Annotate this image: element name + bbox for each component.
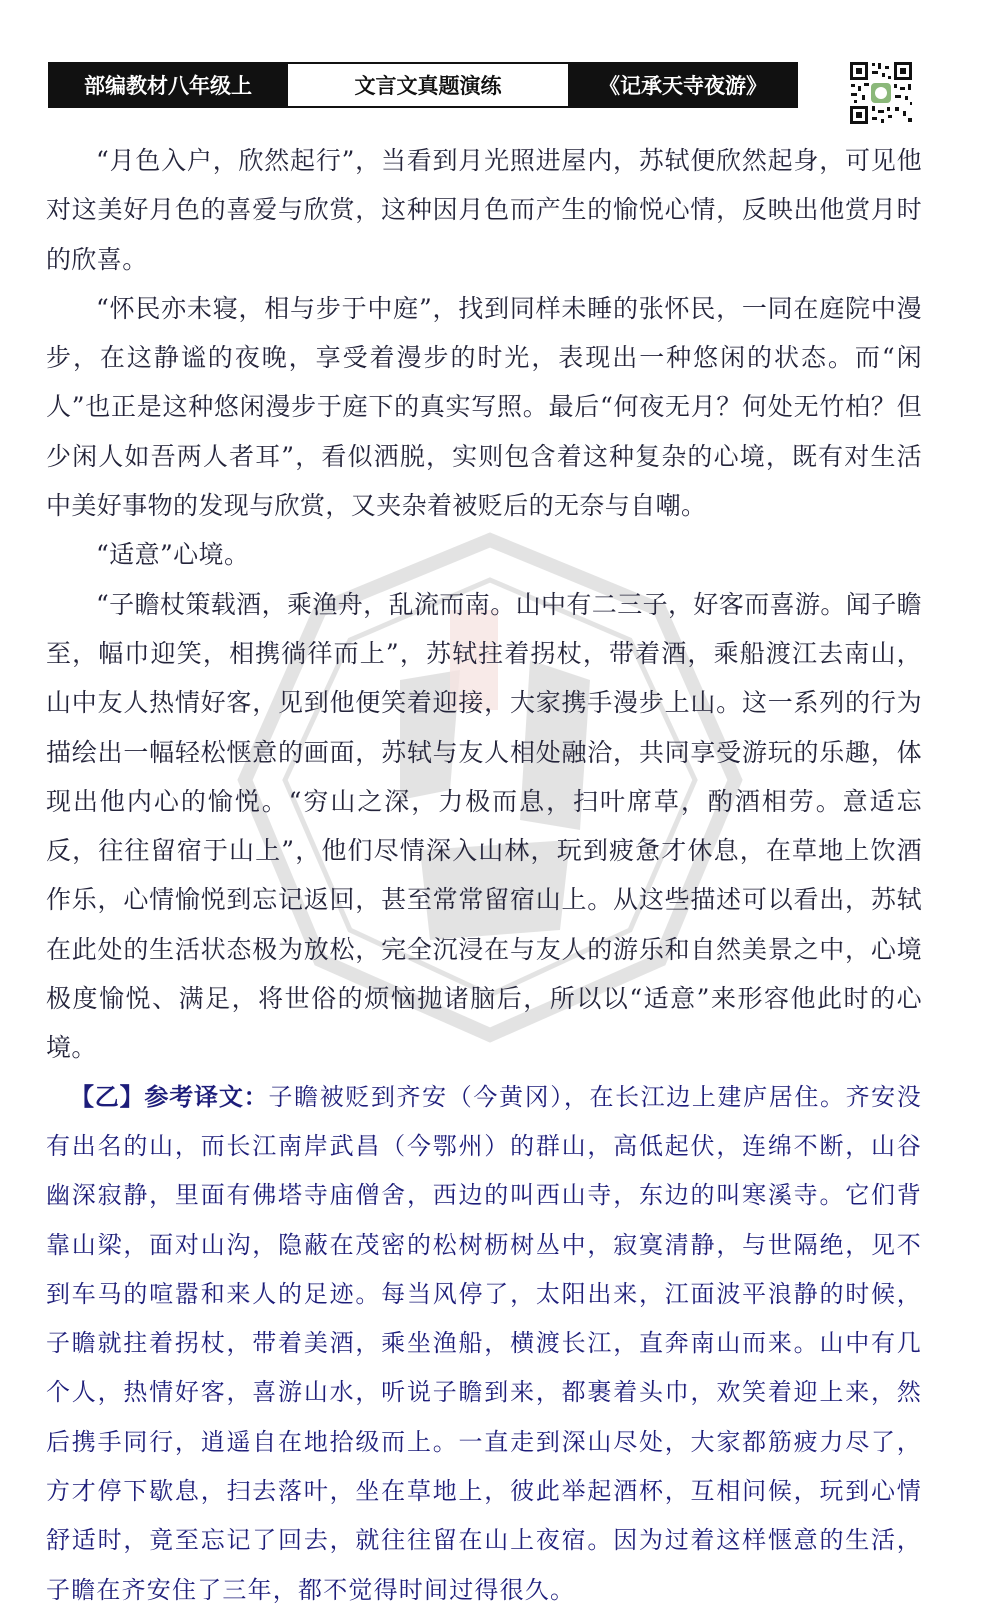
paragraph: “子瞻杖策载酒，乘渔舟，乱流而南。山中有二三子，好客而喜游。闻子瞻至，幅巾迎笑，相携徜徉而上”，苏轼拄着拐杖，带着酒，乘船渡江去南山，山中友人热情好客，见到他便笑着迎接，大家携手漫步上山。这一系列的行为描绘出一幅轻松惬意的画面，苏轼与友人相处融洽，共同享受游玩的乐趣，体现出他内心的愉悦。“穷山之深，力极而息，扫叶席草，酌酒相劳。意适忘反，往往留宿于山上”，他们尽情深入山林，玩到疲惫才休息，在草地上饮酒作乐，心情愉悦到忘记返回，甚至常常留宿山上。从这些描述可以看出，苏轼在此处的生活状态极为放松，完全沉浸在与友人的游乐和自然美景之中，心境极度愉悦、满足，将世俗的烦恼抛诸脑后，所以以“适意”来形容他此时的心境。 xyxy=(46,589,922,1063)
paragraph: “怀民亦未寝，相与步于中庭”，找到同样未睡的张怀民，一同在庭院中漫步，在这静谧的夜晚，享受着漫步的时光，表现出一种悠闲的状态。而“闲人”也正是这种悠闲漫步于庭下的真实写照。最后“何夜无月？何处无竹柏？但少闲人如吾两人者耳”，看似洒脱，实则包含着这种复杂的心境，既有对生活中美好事物的发现与欣赏，又夹杂着被贬后的无奈与自嘲。 xyxy=(46,293,922,521)
header-title: 《记承天寺夜游》 xyxy=(570,64,796,106)
translation-text: 子瞻被贬到齐安（今黄冈），在长江边上建庐居住。齐安没有出名的山，而长江南岸武昌（今鄂州）的群山，高低起伏，连绵不断，山谷幽深寂静，里面有佛塔寺庙僧舍，西边的叫西山寺，东边的叫寒溪寺。它们背靠山梁，面对山沟，隐蔽在茂密的松树枥树丛中，寂寞清静，与世隔绝，见不到车马的喧嚣和来人的足迹。每当风停了，太阳出来，江面波平浪静的时候，子瞻就拄着拐杖，带着美酒，乘坐渔船，横渡长江，直奔南山而来。山中有几个人，热情好客，喜游山水，听说子瞻到来，都裹着头巾，欢笑着迎上来，然后携手同行，逍遥自在地拾级而上。一直走到深山尽处，大家都筋疲力尽了，方才停下歇息，扫去落叶，坐在草地上，彼此举起酒杯，互相问候，玩到心情舒适时，竟至忘记了回去，就往往留在山上夜宿。因为过着这样惬意的生活，子瞻在齐安住了三年，都不觉得时间过得很久。 xyxy=(46,1082,922,1604)
translation-label: 【乙】参考译文： xyxy=(70,1082,269,1111)
header-bar xyxy=(48,62,798,108)
header-section: 文言文真题演练 xyxy=(286,64,570,106)
header-grade: 部编教材八年级上 xyxy=(50,64,286,106)
translation-paragraph xyxy=(46,1073,922,1615)
paragraph: “月色入户，欣然起行”，当看到月光照进屋内，苏轼便欣然起身，可见他对这美好月色的喜爱与欣赏，这种因月色而产生的愉悦心情，反映出他赏月时的欣喜。 xyxy=(46,146,922,274)
article-body xyxy=(46,136,922,1615)
paragraph: “适意”心境。 xyxy=(96,540,250,570)
qr-code-icon[interactable] xyxy=(848,60,914,126)
